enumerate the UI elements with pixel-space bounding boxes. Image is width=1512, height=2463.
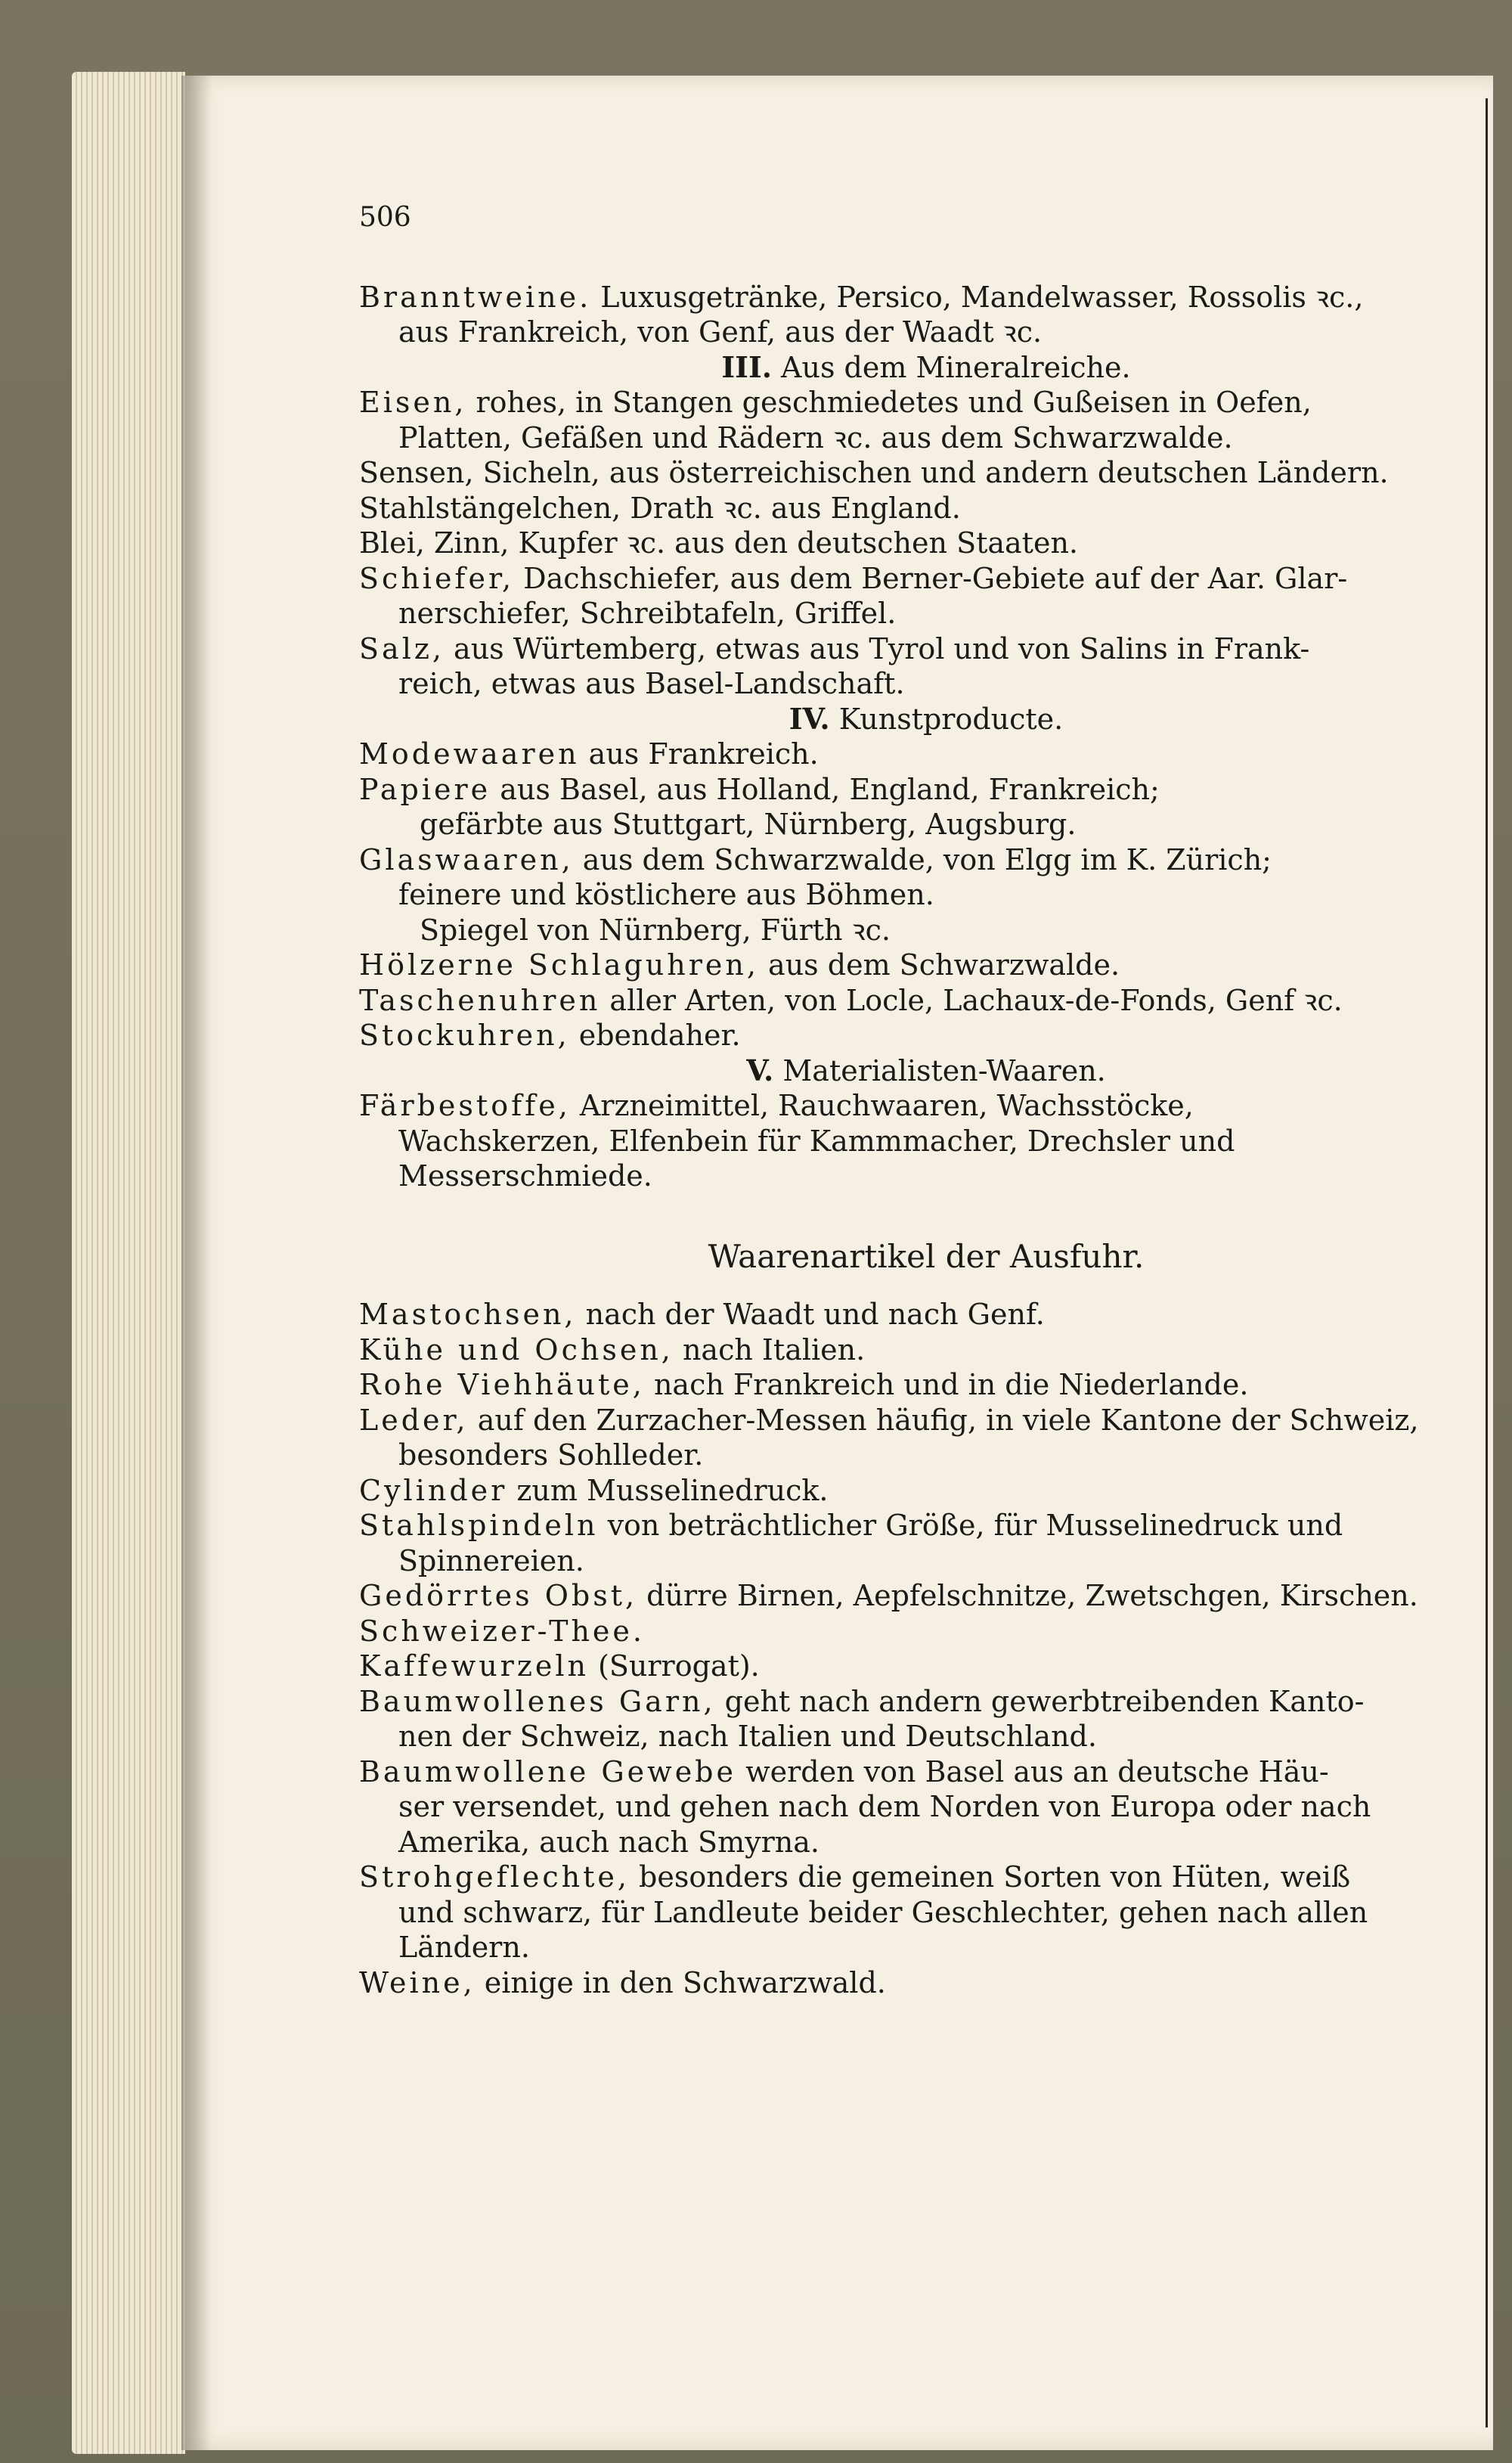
entry-key: Gedörrtes Obst,: [359, 1579, 638, 1612]
entry-key: Rohe Viehhäute,: [359, 1368, 645, 1401]
page-text: [359, 200, 1493, 2000]
section-heading-iv: [359, 702, 1493, 737]
entry-line: [359, 842, 1493, 878]
entry-key: Baumwollene Gewebe: [359, 1754, 736, 1788]
entry-text: (Surrogat).: [588, 1649, 760, 1683]
entry-line: [359, 491, 1493, 526]
entry-continuation: nerschiefer, Schreibtafeln, Griffel.: [398, 597, 897, 630]
entry-line: [359, 772, 1493, 808]
entry-text: aus dem Schwarzwalde.: [758, 948, 1120, 982]
entry-line: [359, 455, 1493, 491]
entry-line: [359, 1578, 1493, 1614]
entry-continuation: nen der Schweiz, nach Italien und Deutschland.: [398, 1720, 1097, 1753]
entry-line: [359, 1403, 1493, 1438]
entry-line: [359, 1018, 1493, 1053]
book-page-edges: [72, 72, 185, 2454]
entry-text: Sensen, Sicheln, aus österreichischen und andern deutschen Ländern.: [359, 456, 1389, 489]
entry-line: [359, 1088, 1493, 1124]
section-roman: V.: [746, 1053, 774, 1087]
entry-key: Weine,: [359, 1965, 476, 1999]
entry-line: [359, 1860, 1493, 1895]
entry-key: Salz,: [359, 631, 445, 665]
entry-text: aller Arten, von Locle, Lachaux-de-Fonds, Genf ꝛc.: [600, 983, 1343, 1017]
entry-text: gefärbte aus Stuttgart, Nürnberg, Augsburg.: [420, 808, 1077, 841]
list-export: [359, 1297, 1493, 2000]
entry-text: nach der Waadt und nach Genf.: [576, 1298, 1045, 1331]
section-heading-v: [359, 1053, 1493, 1089]
section-roman: III.: [721, 349, 772, 384]
section-title: Kunstproducte.: [838, 702, 1064, 736]
section-title: Aus dem Mineralreiche.: [781, 350, 1131, 384]
entry-text: werden von Basel aus an deutsche Häu-: [736, 1754, 1329, 1788]
entry-line: [359, 526, 1493, 561]
entry-key: Kaffewurzeln: [359, 1649, 589, 1683]
entry-text: Blei, Zinn, Kupfer ꝛc. aus den deutschen Staaten.: [359, 526, 1078, 560]
entry-text: aus dem Schwarzwalde, von Elgg im K. Zürich;: [573, 842, 1272, 876]
entry-line: [359, 1754, 1493, 1790]
export-heading: Waarenartikel der Ausfuhr.: [708, 1237, 1145, 1275]
entry-continuation: Ländern.: [398, 1931, 530, 1964]
entry-continuation: Messerschmiede.: [398, 1159, 652, 1193]
entry-text: Arzneimittel, Rauchwaaren, Wachsstöcke,: [570, 1089, 1194, 1122]
entry-text: besonders die gemeinen Sorten von Hüten, weiß: [629, 1860, 1351, 1894]
entry-continuation: feinere und köstlichere aus Böhmen.: [398, 878, 934, 911]
entry-text: Spiegel von Nürnberg, Fürth ꝛc.: [420, 913, 891, 947]
entry-key: Leder,: [359, 1403, 469, 1437]
entry-key: Stahlspindeln: [359, 1509, 599, 1542]
entry-continuation: Spinnereien.: [398, 1543, 584, 1577]
entry-text: ebendaher.: [569, 1019, 741, 1052]
entry-text: auf den Zurzacher-Messen häufig, in viele Kantone der Schweiz,: [468, 1403, 1419, 1437]
page-edge-rule: [1486, 98, 1488, 2427]
entry-line: [359, 1367, 1493, 1403]
entry-line: [359, 983, 1493, 1019]
entry-continuation: Amerika, auch nach Smyrna.: [398, 1825, 820, 1859]
entry-line: [359, 385, 1493, 420]
gutter-shadow: [181, 76, 212, 2450]
entry-line: [359, 561, 1493, 597]
entry-text: Luxusgetränke, Persico, Mandelwasser, Rossolis ꝛc.,: [591, 280, 1364, 314]
entry-continuation: und schwarz, für Landleute beider Geschlechter, gehen nach allen: [398, 1895, 1368, 1929]
entry-continuation: aus Frankreich, von Genf, aus der Waadt ꝛc.: [398, 315, 1043, 349]
entry-text: Dachschiefer, aus dem Berner-Gebiete auf der Aar. Glar-: [514, 561, 1348, 595]
entry-key: Hölzerne Schlaguhren,: [359, 948, 759, 982]
entry-line: [359, 1684, 1493, 1720]
entry-key: Mastochsen,: [359, 1298, 577, 1331]
entry-line: [359, 737, 1493, 772]
entry-key: Branntweine.: [359, 280, 592, 314]
entry-key: Eisen,: [359, 386, 467, 419]
entry-key: Glaswaaren,: [359, 842, 574, 876]
entry-key: Taschenuhren: [359, 983, 601, 1017]
entry-text: rohes, in Stangen geschmiedetes und Gußeisen in Oefen,: [466, 386, 1312, 419]
entry-line: [359, 1965, 1493, 2001]
list-mineral: [359, 385, 1493, 702]
entry-line: [359, 948, 1493, 983]
entry-key: Strohgeflechte,: [359, 1860, 630, 1894]
entry-key: Baumwollenes Garn,: [359, 1684, 716, 1718]
entry-continuation: Wachskerzen, Elfenbein für Kammmacher, Drechsler und: [398, 1124, 1235, 1158]
entry-text: aus Frankreich.: [579, 737, 819, 771]
entry-line: [359, 1332, 1493, 1368]
entry-continuation: Platten, Gefäßen und Rädern ꝛc. aus dem Schwarzwalde.: [398, 420, 1233, 454]
entry-text: Stahlstängelchen, Drath ꝛc. aus England.: [359, 491, 961, 525]
entry-key: Stockuhren,: [359, 1019, 570, 1052]
entry-key: Schweizer-Thee.: [359, 1614, 645, 1648]
entry-key: Cylinder: [359, 1473, 508, 1507]
entry-text: aus Würtemberg, etwas aus Tyrol und von Salins in Frank-: [444, 631, 1310, 665]
entry-key: Färbestoffe,: [359, 1089, 571, 1122]
entry-text: von beträchtlicher Größe, für Musselinedruck und: [598, 1509, 1343, 1542]
page-number: 506: [359, 202, 411, 233]
entry-key: Papiere: [359, 772, 491, 806]
entry-text: geht nach andern gewerbtreibenden Kanto-: [715, 1684, 1365, 1718]
entry-line: [359, 1649, 1493, 1684]
section-heading-iii: [359, 350, 1493, 386]
entry-text: einige in den Schwarzwald.: [475, 1965, 886, 1999]
entry-continuation: besonders Sohlleder.: [398, 1438, 704, 1472]
entry-key: Kühe und Ochsen,: [359, 1332, 674, 1366]
entry-text: nach Frankreich und in die Niederlande.: [644, 1368, 1249, 1401]
list-top: [359, 280, 1493, 350]
entry-text: aus Basel, aus Holland, England, Frankreich;: [491, 772, 1160, 806]
entry-text: dürre Birnen, Aepfelschnitze, Zwetschgen, Kirschen.: [637, 1579, 1418, 1612]
entry-line: [359, 1297, 1493, 1332]
section-title: Materialisten-Waaren.: [782, 1053, 1106, 1087]
list-material: [359, 1088, 1493, 1194]
entry-line: [359, 280, 1493, 315]
entry-line: [359, 807, 1493, 842]
entry-line: [359, 913, 1493, 948]
entry-line: [359, 1473, 1493, 1509]
list-kunst: [359, 737, 1493, 1053]
entry-line: [359, 631, 1493, 667]
entry-line: [359, 1508, 1493, 1543]
entry-text: nach Italien.: [673, 1332, 866, 1366]
section-roman: IV.: [789, 701, 830, 736]
entry-line: [359, 1614, 1493, 1649]
entry-key: Schiefer,: [359, 561, 515, 595]
entry-continuation: ser versendet, und gehen nach dem Norden von Europa oder nach: [398, 1790, 1371, 1823]
entry-text: zum Musselinedruck.: [507, 1473, 829, 1507]
book-page: [185, 76, 1493, 2450]
entry-key: Modewaaren: [359, 737, 580, 771]
entry-continuation: reich, etwas aus Basel-Landschaft.: [398, 667, 905, 700]
